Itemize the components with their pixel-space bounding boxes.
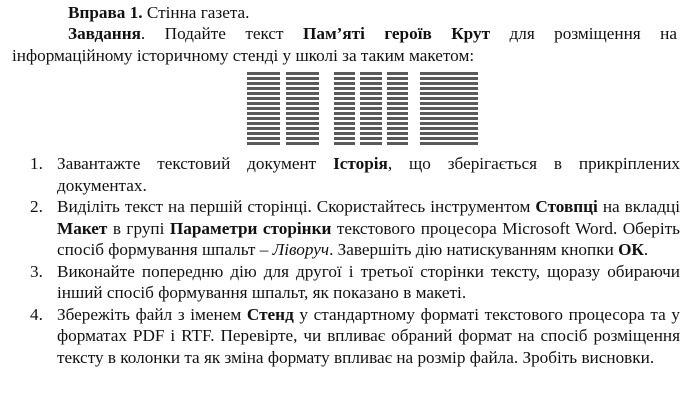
layout-text-line xyxy=(247,122,280,125)
layout-text-line xyxy=(420,72,478,75)
layout-page-two-columns xyxy=(247,71,319,143)
layout-text-line xyxy=(334,82,355,85)
layout-text-line xyxy=(387,77,408,80)
list-number: 2. xyxy=(30,197,43,216)
layout-text-line xyxy=(247,117,280,120)
list-item xyxy=(0,196,680,261)
layout-text-line xyxy=(420,107,478,110)
step-text: Виділіть текст на першій сторінці. Скористайтесь інструментом xyxy=(57,197,536,216)
steps-list xyxy=(0,153,680,368)
layout-text-line xyxy=(334,107,355,110)
task-paragraph xyxy=(12,23,677,66)
layout-text-line xyxy=(360,92,381,95)
task-label: Завдання xyxy=(68,24,141,43)
layout-text-line xyxy=(387,137,408,140)
layout-text-line xyxy=(360,72,381,75)
layout-text-line xyxy=(387,132,408,135)
layout-text-line xyxy=(334,127,355,130)
layout-text-line xyxy=(286,112,319,115)
layout-text-line xyxy=(286,92,319,95)
layout-text-line xyxy=(334,142,355,145)
task-text-2: для розміщення на інформаційному історичному стенді у школі за таким макетом: xyxy=(12,24,677,65)
layout-text-line xyxy=(334,122,355,125)
layout-text-line xyxy=(286,132,319,135)
layout-text-line xyxy=(334,72,355,75)
layout-text-line xyxy=(420,142,478,145)
layout-text-line xyxy=(247,132,280,135)
step-text: . xyxy=(643,240,649,259)
layout-text-line xyxy=(286,137,319,140)
exercise-number: Вправа 1. xyxy=(68,3,143,22)
task-text-1: . Подайте текст xyxy=(140,24,303,43)
step-bold: Історія xyxy=(333,154,388,173)
layout-text-line xyxy=(247,107,280,110)
layout-page-three-columns xyxy=(334,71,408,143)
layout-text-line xyxy=(360,82,381,85)
layout-text-line xyxy=(286,142,319,145)
layout-text-line xyxy=(387,107,408,110)
layout-text-line xyxy=(420,92,478,95)
list-number: 3. xyxy=(30,261,43,281)
layout-text-line xyxy=(247,127,280,130)
layout-text-line xyxy=(387,82,408,85)
layout-text-line xyxy=(286,127,319,130)
list-number: 1. xyxy=(30,154,43,173)
step-text: Завантажте текстовий документ xyxy=(57,154,334,173)
layout-text-line xyxy=(334,97,355,100)
layout-text-line xyxy=(420,97,478,100)
layout-text-line xyxy=(247,72,280,75)
layout-text-line xyxy=(360,132,381,135)
layout-text-line xyxy=(387,142,408,145)
layout-text-line xyxy=(387,97,408,100)
layout-text-line xyxy=(334,77,355,80)
layout-text-line xyxy=(387,122,408,125)
layout-text-line xyxy=(247,77,280,80)
layout-text-line xyxy=(286,72,319,75)
layout-text-line xyxy=(360,77,381,80)
step-text: Виконайте попередню дію для другої і третьої сторінки тексту, щоразу обираючи інший спосіб формування шпальт, як показано в макеті. xyxy=(57,261,680,302)
step-bold: Стенд xyxy=(246,304,294,324)
layout-text-line xyxy=(247,97,280,100)
step-text: Збережіть файл з іменем xyxy=(57,304,247,324)
layout-text-line xyxy=(360,117,381,120)
task-bold-title: Пам’яті героїв Крут xyxy=(302,24,491,43)
layout-text-line xyxy=(387,112,408,115)
layout-text-line xyxy=(247,82,280,85)
layout-text-line xyxy=(360,127,381,130)
step-bold: Параметри сторінки xyxy=(169,218,332,238)
layout-text-line xyxy=(360,87,381,90)
layout-page-one-column xyxy=(420,71,478,143)
list-item xyxy=(0,153,680,196)
layout-text-line xyxy=(334,117,355,120)
layout-text-line xyxy=(286,97,319,100)
exercise-title xyxy=(68,2,249,24)
layout-text-line xyxy=(420,87,478,90)
layout-text-line xyxy=(420,132,478,135)
layout-text-line xyxy=(334,112,355,115)
layout-text-line xyxy=(247,112,280,115)
layout-text-line xyxy=(387,127,408,130)
step-text: у стандартному форматі текстового процесора та у форматах PDF і RTF. Перевірте, чи впливає обраний формат на спосіб розміщення тексту в колонки та як зміна формату впливає на розмір файла. Зробіть висновки. xyxy=(57,304,680,367)
list-item xyxy=(0,261,680,304)
layout-text-line xyxy=(360,97,381,100)
step-text: на вкладці xyxy=(597,197,681,216)
layout-text-line xyxy=(387,117,408,120)
layout-text-line xyxy=(247,142,280,145)
layout-text-line xyxy=(420,77,478,80)
layout-text-line xyxy=(286,107,319,110)
layout-text-line xyxy=(286,77,319,80)
layout-text-line xyxy=(247,102,280,105)
list-item xyxy=(0,304,680,369)
layout-text-line xyxy=(286,82,319,85)
layout-text-line xyxy=(334,132,355,135)
exercise-name: Стінна газета. xyxy=(142,3,250,22)
layout-text-line xyxy=(420,137,478,140)
layout-text-line xyxy=(360,137,381,140)
step-italic: Ліворуч xyxy=(272,240,330,259)
layout-text-line xyxy=(334,92,355,95)
layout-text-line xyxy=(286,117,319,120)
layout-text-line xyxy=(387,87,408,90)
layout-text-line xyxy=(360,122,381,125)
layout-text-line xyxy=(334,87,355,90)
step-bold: Макет xyxy=(57,218,108,238)
layout-text-line xyxy=(360,102,381,105)
layout-text-line xyxy=(420,122,478,125)
layout-text-line xyxy=(420,117,478,120)
layout-text-line xyxy=(420,112,478,115)
layout-text-line xyxy=(360,107,381,110)
layout-text-line xyxy=(420,82,478,85)
layout-text-line xyxy=(334,102,355,105)
step-bold: ОК xyxy=(618,240,644,259)
step-text: , що зберігається в прикріплених документах. xyxy=(57,154,680,195)
layout-text-line xyxy=(360,112,381,115)
layout-text-line xyxy=(247,92,280,95)
layout-text-line xyxy=(360,142,381,145)
layout-text-line xyxy=(247,87,280,90)
step-bold: Стовпці xyxy=(535,197,598,216)
step-text: в групі xyxy=(107,218,170,238)
layout-text-line xyxy=(387,102,408,105)
layout-text-line xyxy=(247,137,280,140)
layout-text-line xyxy=(420,102,478,105)
layout-text-line xyxy=(286,87,319,90)
list-number: 4. xyxy=(30,304,43,324)
layout-text-line xyxy=(286,122,319,125)
step-text: текстового процесора Microsoft Word. Оберіть спосіб формування шпальт – xyxy=(57,218,680,259)
layout-text-line xyxy=(286,102,319,105)
layout-text-line xyxy=(387,72,408,75)
layout-text-line xyxy=(420,127,478,130)
layout-text-line xyxy=(387,92,408,95)
layout-text-line xyxy=(334,137,355,140)
step-text: . Завершіть дію натискуванням кнопки xyxy=(329,240,619,259)
